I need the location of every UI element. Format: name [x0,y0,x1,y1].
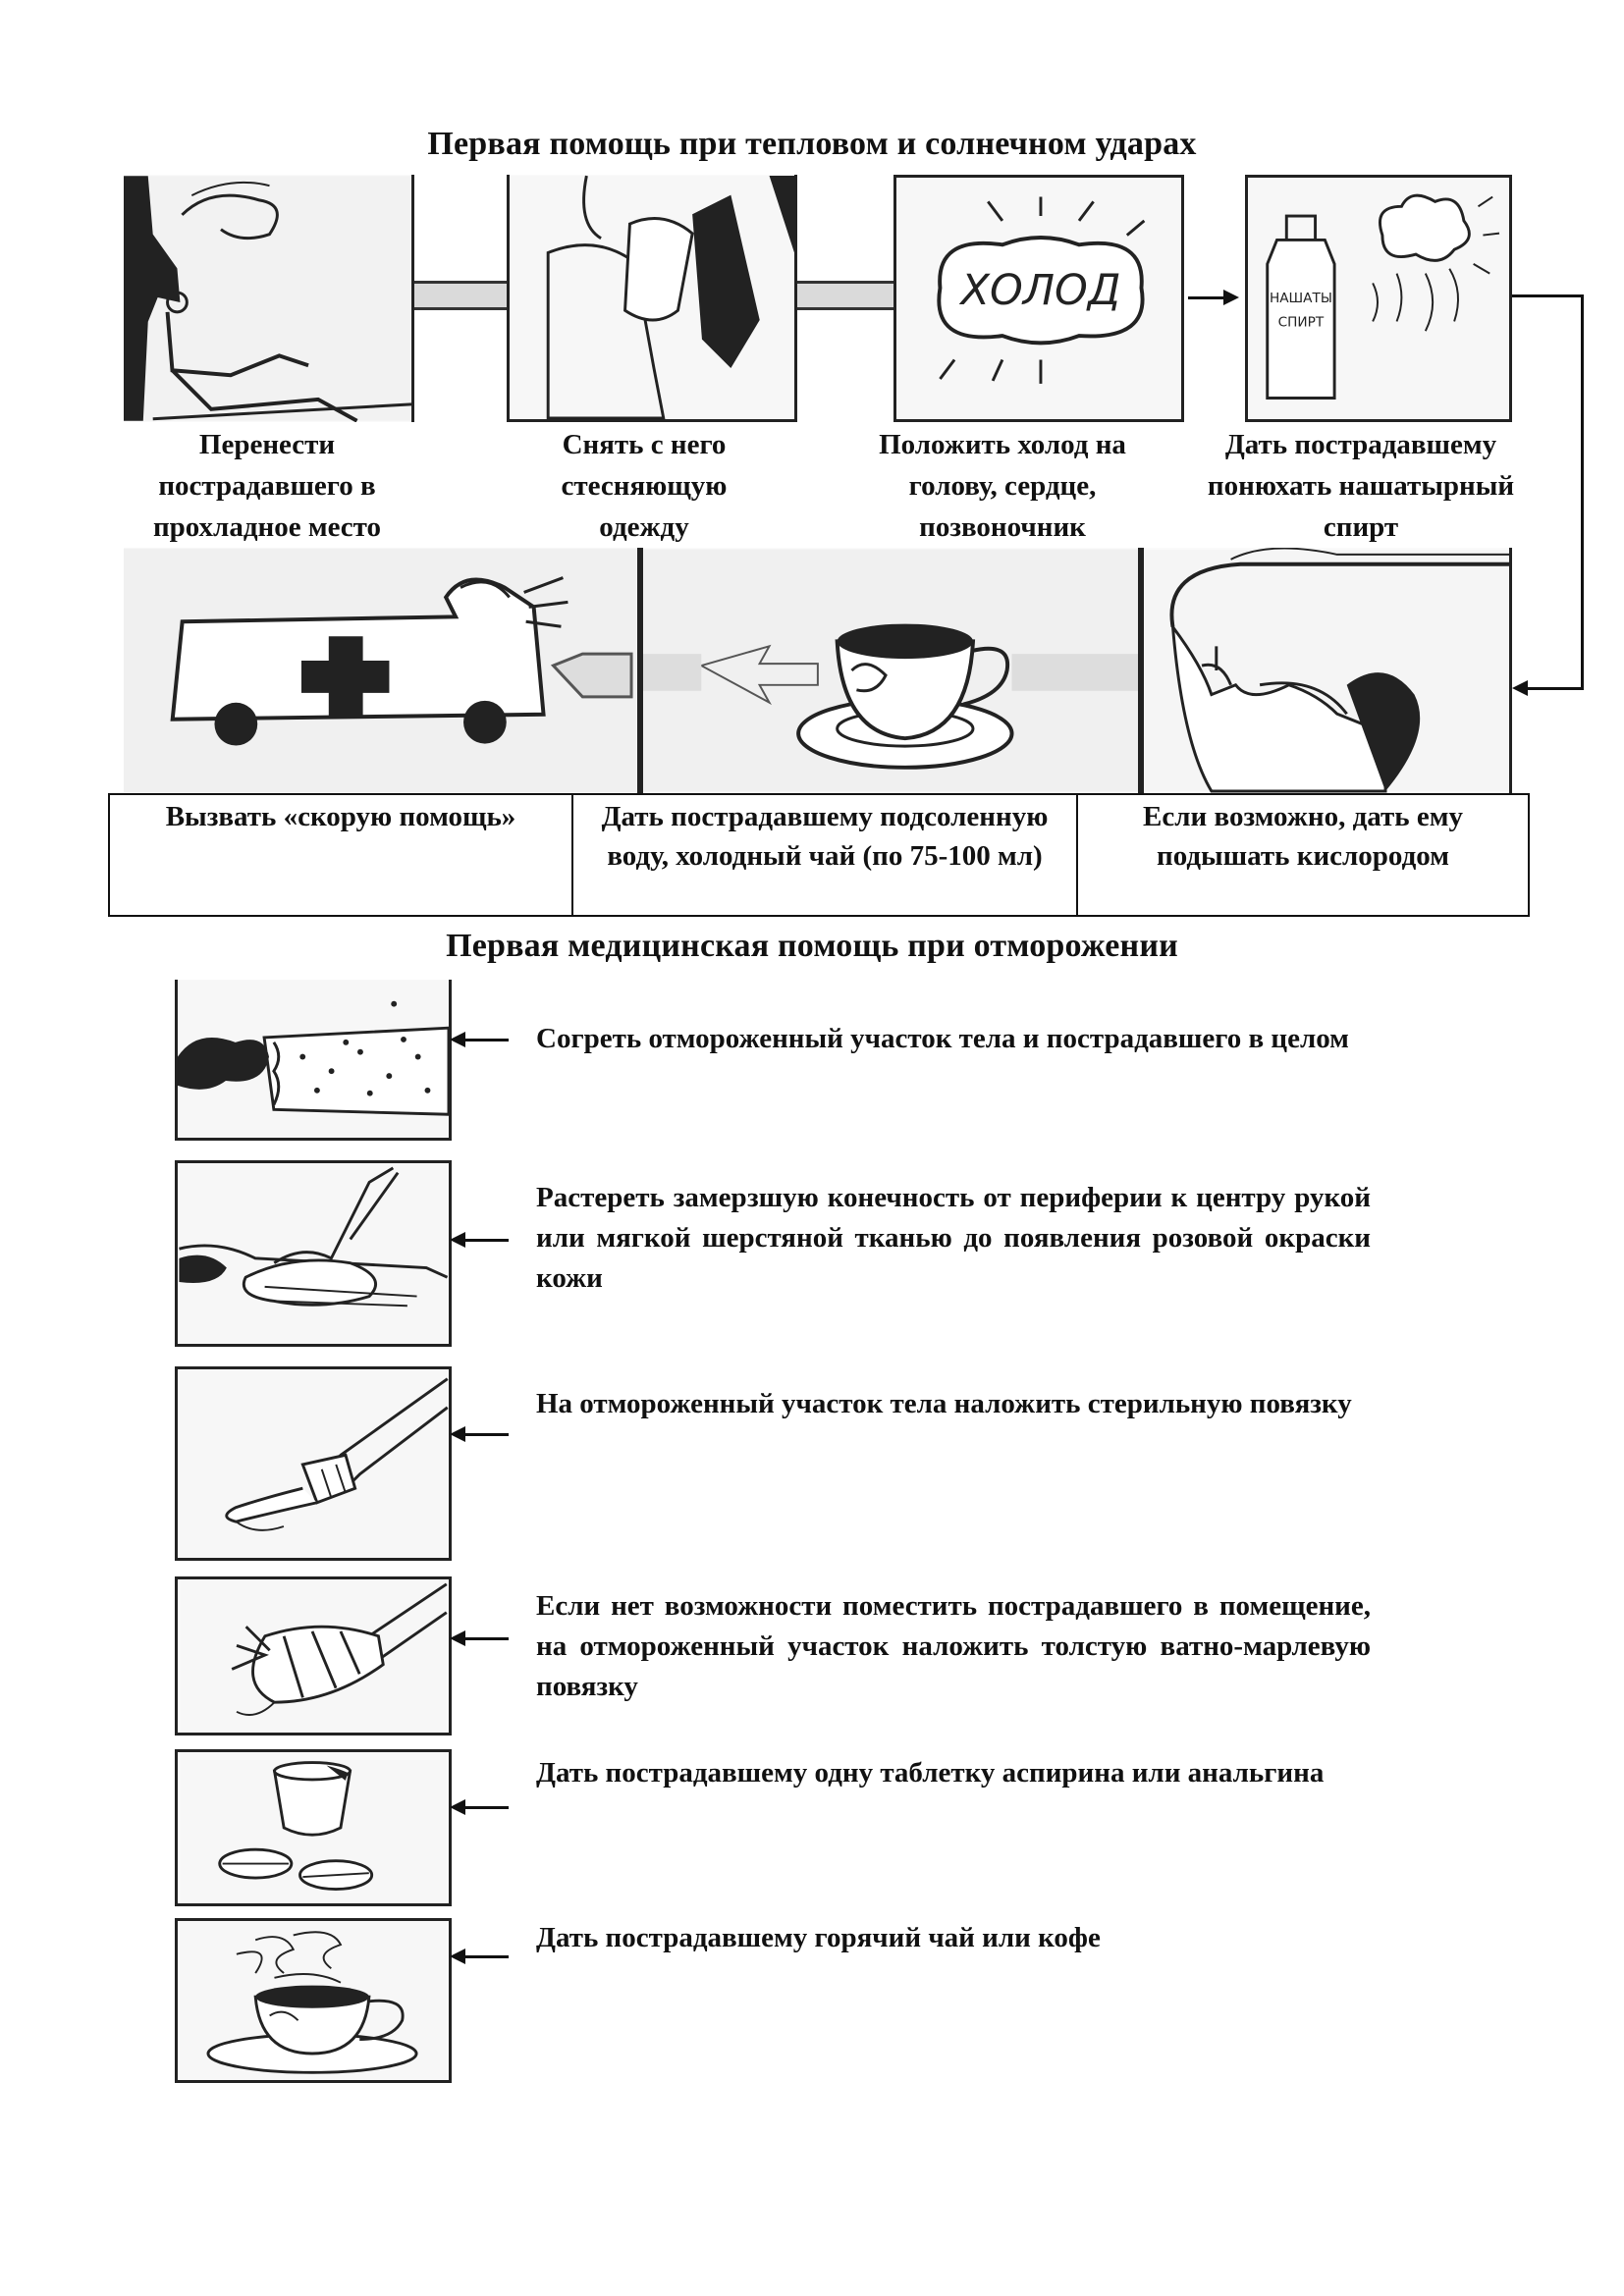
step-image [893,175,1184,422]
ammonia-bottle-icon [1248,178,1509,419]
step-caption: Положить холод на голову, сердце, позвоночник [879,429,1126,543]
step-text: Если нет возможности поместить пострадавшего в помещение, на отмороженный участок наложить толстую ватно-марлевую повязку [536,1590,1371,1702]
svg-text:ХОЛОД: ХОЛОД [960,265,1121,315]
flow-arrow-head [450,1232,465,1248]
step-caption: Дать пострадавшему подсоленную воду, холодный чай (по 75-100 мл) [572,794,1077,916]
flow-arrow-head [450,1949,465,1964]
cup-and-pills-icon [178,1752,449,1903]
tea-cup-icon [643,548,1138,793]
step-caption: Дать пострадавшему понюхать нашатырный спирт [1207,429,1515,543]
step-caption: Перенести пострадавшего в прохладное место [152,429,382,543]
step-image [1245,175,1512,422]
step-image [175,1749,452,1906]
connector-bar [412,281,507,310]
flow-arrow-head [450,1630,465,1646]
flow-arrow-head [450,1799,465,1815]
flow-arrow-head [1223,290,1239,305]
frostbite-title: Первая медицинская помощь при отморожении [446,928,1178,964]
flow-arrow-head [450,1426,465,1442]
sterile-bandage-icon [178,1369,449,1558]
step-caption: Вызвать «скорую помощь» [109,794,572,916]
step-image [175,1160,452,1347]
hot-tea-icon [178,1921,449,2080]
flow-connector [1512,294,1583,297]
person-under-tree-icon [124,175,411,422]
step-text: Растереть замерзшую конечность от периферии к центру рукой или мягкой шерстяной тканью до появления розовой окраски кожи [536,1182,1371,1294]
gauze-bandage-icon [178,1579,449,1733]
step-image [124,548,640,793]
step-caption: Снять с него стесняющую одежду [561,429,728,543]
step-image [507,175,797,422]
step-image [175,1918,452,2083]
step-image [124,175,414,422]
flow-arrow-head [1512,680,1528,696]
blanket-warming-icon [178,980,449,1138]
step-text: Дать пострадавшему одну таблетку аспирина или анальгина [536,1757,1325,1789]
heatstroke-row2-captions [108,793,1530,917]
step-image [1141,548,1512,793]
connector-bar [795,281,893,310]
step-caption: Если возможно, дать ему подышать кислородом [1077,794,1529,916]
step-image [175,1576,452,1735]
step-text: Согреть отмороженный участок тела и пострадавшего в целом [536,1023,1349,1054]
step-image [175,980,452,1141]
flow-arrow-head [450,1032,465,1047]
svg-text:СПИРТ: СПИРТ [1277,314,1325,331]
step-text: На отмороженный участок тела наложить стерильную повязку [536,1388,1352,1419]
svg-text:НАШАТЫ: НАШАТЫ [1269,290,1332,306]
removing-clothes-icon [510,175,794,419]
ambulance-icon [124,548,637,793]
cold-pack-icon [896,178,1181,419]
flow-connector [1581,294,1584,689]
oxygen-mask-icon [1144,548,1509,793]
heatstroke-title: Первая помощь при тепловом и солнечном ударах [427,126,1197,162]
flow-arrow [1188,296,1225,299]
step-image [640,548,1141,793]
flow-connector [1528,687,1584,690]
step-text: Дать пострадавшему горячий чай или кофе [536,1922,1101,1953]
step-image [175,1366,452,1561]
rubbing-limb-icon [178,1163,449,1344]
